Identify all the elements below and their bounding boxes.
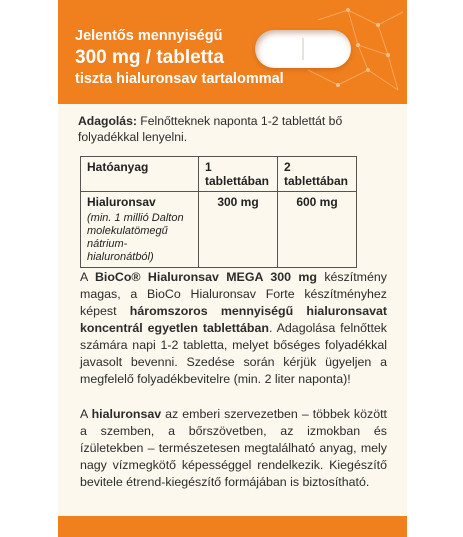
dosage-text [78, 113, 398, 145]
banner-line-2: 300 mg / tabletta [75, 46, 224, 68]
banner-text [75, 28, 284, 87]
para1-highlight: háromszoros mennyiségű hialuronsavat koncentrál egyetlen tablettában [80, 304, 387, 335]
ingredient-name: Hialuronsav [87, 195, 156, 209]
para1-text-c: készítmény magas, a BioCo Hialuronsav Forte készítményhez képest [80, 270, 387, 318]
para1-text-e: . Adagolása felnőttek számára napi 1-2 tabletta, melyet bőséges folyadékkal javasolt bevenni. Szedése során kérjük ügyeljen a megfelelő folyadékbevitelre (min. 2 liter naponta)! [80, 321, 387, 386]
para2-highlight: hialuronsav [91, 407, 162, 421]
table-header-row [81, 157, 357, 192]
dosage-instructions: Felnőtteknek naponta 1-2 tablettát bő folyadékkal lenyelni. [78, 114, 343, 144]
value-two-tablets: 600 mg [278, 192, 357, 268]
banner-line-3: tiszta hialuronsav tartalommal [75, 70, 284, 87]
header-one-tablet: 1 tablettában [199, 157, 278, 192]
ingredient-note: (min. 1 millió Dalton molekulatömegű nátrium-hialuronátból) [87, 212, 184, 263]
para1-text-a: A [80, 270, 95, 284]
header-ingredient: Hatóanyag [81, 157, 199, 192]
para2-text-a: A [80, 407, 92, 421]
description-paragraph-2 [80, 406, 387, 491]
product-name: BioCo® Hialuronsav MEGA 300 mg [94, 270, 317, 284]
value-one-tablet: 300 mg [199, 192, 278, 268]
ingredient-cell [81, 192, 199, 268]
header-two-tablets: 2 tablettában [278, 157, 357, 192]
footer-band [58, 516, 407, 537]
description-paragraph-1 [80, 269, 387, 388]
header-banner [58, 0, 407, 104]
ingredient-table [80, 156, 357, 268]
banner-line-1: Jelentős mennyiségű [75, 28, 223, 44]
para2-text-c: az emberi szervezetben – többek között a szemben, a bőrszövetben, az izmokban és ízületekben – természetesen megtalálható anyag, mely nagy vízmegkötő képességgel rendelkezik. Kiegészítő bevitele étrend-kiegészítő formájában is biztosítható. [80, 407, 387, 489]
dosage-label: Adagolás: [78, 114, 137, 128]
table-row [81, 192, 357, 268]
